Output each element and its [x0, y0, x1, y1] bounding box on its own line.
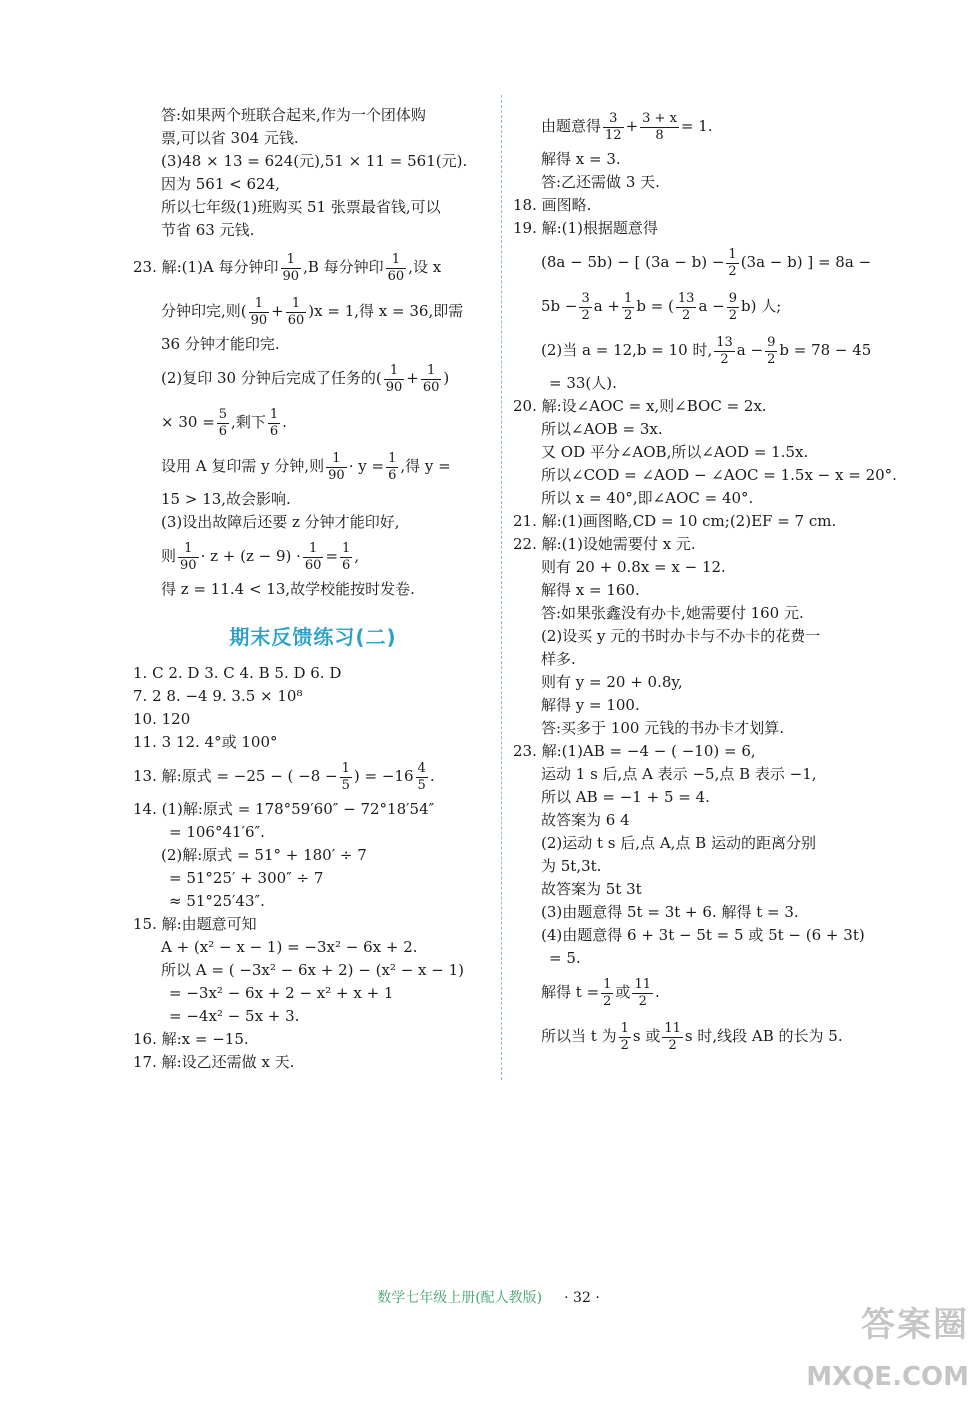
fraction-1-2: [622, 291, 634, 324]
right-column: [513, 104, 897, 1058]
fraction-1-2: [619, 1021, 631, 1054]
text-line: = 5.: [549, 949, 581, 967]
numerator: 11: [634, 976, 651, 992]
fraction-1-5: [340, 761, 352, 794]
fraction-1-2: [726, 247, 738, 280]
page-number: · 32 ·: [564, 1290, 600, 1306]
answer-line: = 106°41′6″.: [169, 823, 265, 841]
text-line: 所以∠AOB = 3x.: [541, 420, 663, 438]
numerator: 11: [664, 1020, 681, 1036]
text-line: 36 分钟才能印完.: [161, 335, 280, 353]
fraction-3-2: [579, 291, 591, 324]
answer-line: 16. 解:x = −15.: [133, 1030, 249, 1048]
text-segment: 分钟印完,则(: [161, 302, 247, 320]
text-line: 答:如果两个班联合起来,作为一个团体购: [161, 106, 426, 124]
numerator: 1: [620, 1020, 629, 1036]
text-line: 19. 解:(1)根据题意得: [513, 219, 658, 237]
text-segment: (2)当 a = 12,b = 10 时,: [541, 341, 713, 359]
text-segment: ,: [354, 547, 360, 565]
numerator: 1: [326, 451, 347, 468]
text-line: 所以 x = 40°,即∠AOC = 40°.: [541, 489, 754, 507]
text-line: (4)由题意得 6 + 3t − 5t = 5 或 5t − (6 + 3t): [541, 926, 865, 944]
text-segment: a −: [736, 341, 764, 359]
answer-line: 所以 A = ( −3x² − 6x + 2) − (x² − x − 1): [161, 961, 465, 979]
r19-line-b: [513, 284, 873, 328]
numerator: 1: [342, 540, 351, 556]
fraction-1-90: [249, 296, 270, 329]
text-segment: .: [282, 413, 287, 431]
column-divider: [501, 95, 502, 1080]
watermark-logo: [799, 1297, 969, 1392]
denominator: 60: [304, 557, 322, 573]
answer-line: ≈ 51°25′43″.: [169, 892, 265, 910]
text-segment: 或: [615, 983, 631, 1001]
text-line: 15 > 13,故会影响.: [161, 490, 291, 508]
fraction-4-5: [416, 761, 428, 794]
text-segment: =: [325, 547, 339, 565]
text-line: 所以七年级(1)班购买 51 张票最省钱,可以: [161, 198, 441, 216]
text-segment: × 30 =: [161, 413, 215, 431]
text-line: 故答案为 5t 3t: [541, 880, 642, 898]
numerator: 1: [421, 363, 442, 380]
text-segment: +: [625, 117, 639, 135]
fraction-1-90: [326, 451, 347, 484]
denominator: 90: [328, 467, 345, 483]
text-line: 21. 解:(1)画图略,CD = 10 cm;(2)EF = 7 cm.: [513, 512, 837, 530]
answer-line: = −4x² − 5x + 3.: [169, 1007, 300, 1025]
text-line: (3)设出故障后还要 z 分钟才能印好,: [161, 513, 400, 531]
answer-line: 11. 3 12. 4°或 100°: [133, 733, 278, 751]
text-segment: s 时,线段 AB 的长为 5.: [684, 1027, 843, 1045]
text-segment: · y =: [348, 457, 385, 475]
denominator: 2: [603, 993, 612, 1009]
fraction-1-6: [386, 451, 398, 484]
text-segment: a −: [698, 297, 725, 315]
numerator: 1: [178, 541, 199, 558]
answer-line: 10. 120: [133, 710, 191, 728]
numerator: 1: [286, 296, 307, 313]
text-line: 所以∠COD = ∠AOD − ∠AOC = 1.5x − x = 20°.: [541, 466, 897, 484]
answer-line: 7. 2 8. −4 9. 3.5 × 10⁸: [133, 687, 303, 705]
text-line: 则有 y = 20 + 0.8y,: [541, 673, 683, 691]
text-line: (3)48 × 13 = 624(元),51 × 11 = 561(元).: [161, 152, 468, 170]
fraction-11-2: [662, 1021, 683, 1054]
text-segment: 5b −: [541, 297, 578, 315]
denominator: 2: [624, 307, 633, 323]
text-segment: ) = −16: [353, 767, 414, 785]
text-line: 故答案为 6 4: [541, 811, 630, 829]
text-segment: = 1.: [680, 117, 713, 135]
numerator: 1: [728, 246, 737, 262]
q23-line-6: [133, 444, 493, 488]
denominator: 90: [180, 557, 197, 573]
text-line: 为 5t,3t.: [541, 857, 602, 875]
text-line: 20. 解:设∠AOC = x,则∠BOC = 2x.: [513, 397, 767, 415]
numerator: 1: [341, 760, 350, 776]
text-segment: 13. 解:原式 = −25 − ( −8 −: [133, 767, 338, 785]
fraction-1-60: [386, 252, 407, 285]
numerator: 5: [218, 406, 228, 422]
watermark-bottom-text: MXQE.COM: [806, 1362, 969, 1392]
numerator: 3: [581, 290, 590, 306]
text-segment: 由题意得: [541, 117, 602, 135]
q13-line: [133, 754, 493, 798]
text-segment: ): [443, 369, 450, 387]
denominator: 90: [282, 268, 300, 284]
answer-line: 17. 解:设乙还需做 x 天.: [133, 1053, 295, 1071]
denominator: 5: [417, 777, 426, 793]
denominator: 2: [720, 351, 729, 367]
answer-line: = −3x² − 6x + 2 − x² + x + 1: [169, 984, 394, 1002]
numerator: 1: [386, 252, 407, 269]
denominator: 60: [287, 312, 305, 328]
answer-line: 1. C 2. D 3. C 4. B 5. D 6. D: [133, 664, 342, 682]
denominator: 6: [388, 467, 397, 483]
left-column: [133, 104, 493, 1074]
text-line: 节省 63 元钱.: [161, 221, 255, 239]
text-segment: b) 人;: [741, 297, 782, 315]
text-segment: 23. 解:(1)A 每分钟印: [133, 258, 279, 276]
numerator: 13: [716, 334, 733, 350]
text-segment: ,剩下: [231, 413, 266, 431]
fraction-9-2: [765, 335, 777, 368]
text-line: 所以 AB = −1 + 5 = 4.: [541, 788, 710, 806]
numerator: 9: [767, 334, 776, 350]
numerator: 1: [269, 406, 279, 422]
numerator: 9: [728, 290, 737, 306]
answer-line: (2)解:原式 = 51° + 180′ ÷ 7: [161, 846, 367, 864]
denominator: 6: [342, 557, 351, 573]
denominator: 60: [422, 379, 440, 395]
answer-line: 15. 解:由题意可知: [133, 915, 257, 933]
text-line: (2)运动 t s 后,点 A,点 B 运动的距离分别: [541, 834, 816, 852]
answer-line: 14. (1)解:原式 = 178°59′60″ − 72°18′54″: [133, 800, 435, 818]
numerator: 1: [603, 976, 612, 992]
fraction-1-6: [268, 407, 280, 440]
answer-line: = 51°25′ + 300″ ÷ 7: [169, 869, 324, 887]
watermark-top-text: 答案圈: [861, 1305, 969, 1345]
denominator: 2: [581, 307, 590, 323]
text-segment: ,B 每分钟印: [303, 258, 384, 276]
text-line: 样多.: [541, 650, 576, 668]
denominator: 2: [682, 307, 691, 323]
denominator: 5: [341, 777, 350, 793]
fraction-3x-8: [640, 111, 679, 144]
r17-line-1: [513, 104, 873, 148]
denominator: 90: [385, 379, 403, 395]
denominator: 2: [728, 307, 737, 323]
denominator: 2: [728, 263, 737, 279]
section-title: 期末反馈练习(二): [229, 625, 397, 649]
text-line: 票,可以省 304 元钱.: [161, 129, 299, 147]
denominator: 60: [387, 268, 405, 284]
denominator: 2: [668, 1037, 677, 1053]
denominator: 2: [638, 993, 647, 1009]
r23-line-12: [513, 1014, 873, 1058]
fraction-9-2: [727, 291, 739, 324]
numerator: 1: [281, 252, 302, 269]
fraction-3-12: [603, 111, 624, 144]
text-segment: .: [654, 983, 660, 1001]
fraction-1-60: [421, 363, 442, 396]
text-segment: (3a − b) ] = 8a −: [740, 253, 872, 271]
q23-line-9: [133, 534, 493, 578]
fraction-1-90: [281, 252, 302, 285]
numerator: 13: [677, 290, 695, 306]
text-segment: 则: [161, 547, 177, 565]
text-line: (3)由题意得 5t = 3t + 6. 解得 t = 3.: [541, 903, 799, 921]
r23-line-11: [513, 970, 873, 1014]
text-line: 答:如果张鑫没有办卡,她需要付 160 元.: [541, 604, 804, 622]
denominator: 90: [250, 312, 268, 328]
r19-line-a: [513, 240, 873, 284]
text-segment: (2)复印 30 分钟后完成了任务的(: [161, 369, 382, 387]
fraction-1-2: [601, 977, 613, 1010]
r19-line-c: [513, 328, 873, 372]
text-segment: 解得 t =: [541, 983, 600, 1001]
text-line: 答:乙还需做 3 天.: [541, 173, 660, 191]
book-title: 数学七年级上册(配人教版): [377, 1290, 543, 1306]
denominator: 6: [269, 423, 279, 439]
q23-line-5: [133, 400, 493, 444]
text-segment: b = 78 − 45: [779, 341, 872, 359]
fraction-1-90: [178, 541, 199, 574]
text-line: 又 OD 平分∠AOB,所以∠AOD = 1.5x.: [541, 443, 809, 461]
numerator: 1: [624, 290, 633, 306]
q23-line-1: [133, 245, 493, 289]
text-line: 22. 解:(1)设她需要付 x 元.: [513, 535, 696, 553]
fraction-13-2: [676, 291, 697, 324]
text-segment: 所以当 t 为: [541, 1027, 617, 1045]
fraction-5-6: [217, 407, 229, 440]
numerator: 3: [603, 111, 624, 128]
text-segment: +: [271, 302, 284, 320]
text-segment: 设用 A 复印需 y 分钟,则: [161, 457, 325, 475]
numerator: 1: [384, 363, 405, 380]
text-segment: +: [406, 369, 419, 387]
answer-line: A + (x² − x − 1) = −3x² − 6x + 2.: [161, 938, 418, 956]
text-segment: )x = 1,得 x = 36,即需: [308, 302, 464, 320]
numerator: 1: [303, 541, 324, 558]
q23-line-4: [133, 356, 493, 400]
text-line: 18. 画图略.: [513, 196, 592, 214]
text-line: = 33(人).: [549, 374, 617, 392]
text-line: (2)设买 y 元的书时办卡与不办卡的花费一: [541, 627, 821, 645]
text-segment: a +: [593, 297, 621, 315]
fraction-1-60: [303, 541, 324, 574]
text-line: 解得 x = 160.: [541, 581, 640, 599]
text-segment: (8a − 5b) − [ (3a − b) −: [541, 253, 725, 271]
fraction-1-60: [286, 296, 307, 329]
text-line: 则有 20 + 0.8x = x − 12.: [541, 558, 726, 576]
text-line: 运动 1 s 后,点 A 表示 −5,点 B 表示 −1,: [541, 765, 817, 783]
text-segment: s 或: [632, 1027, 661, 1045]
denominator: 2: [767, 351, 776, 367]
text-line: 解得 x = 3.: [541, 150, 621, 168]
denominator: 2: [620, 1037, 629, 1053]
fraction-13-2: [714, 335, 735, 368]
numerator: 3 + x: [642, 110, 677, 126]
numerator: 1: [249, 296, 270, 313]
fraction-1-6: [340, 541, 352, 574]
text-segment: · z + (z − 9) ·: [200, 547, 301, 565]
denominator: 12: [605, 127, 622, 143]
numerator: 4: [417, 760, 426, 776]
denominator: 6: [218, 423, 228, 439]
text-line: 解得 y = 100.: [541, 696, 640, 714]
q23-line-2: [133, 289, 493, 333]
fraction-11-2: [632, 977, 653, 1010]
fraction-1-90: [384, 363, 405, 396]
text-line: 因为 561 < 624,: [161, 175, 280, 193]
text-segment: .: [429, 767, 435, 785]
text-segment: ,得 y =: [400, 457, 451, 475]
text-line: 答:买多于 100 元钱的书办卡才划算.: [541, 719, 784, 737]
denominator: 8: [655, 127, 664, 143]
text-segment: ,设 x: [408, 258, 442, 276]
text-line: 23. 解:(1)AB = −4 − ( −10) = 6,: [513, 742, 756, 760]
numerator: 1: [388, 450, 397, 466]
text-segment: b = (: [636, 297, 674, 315]
text-line: 得 z = 11.4 < 13,故学校能按时发卷.: [161, 580, 415, 598]
